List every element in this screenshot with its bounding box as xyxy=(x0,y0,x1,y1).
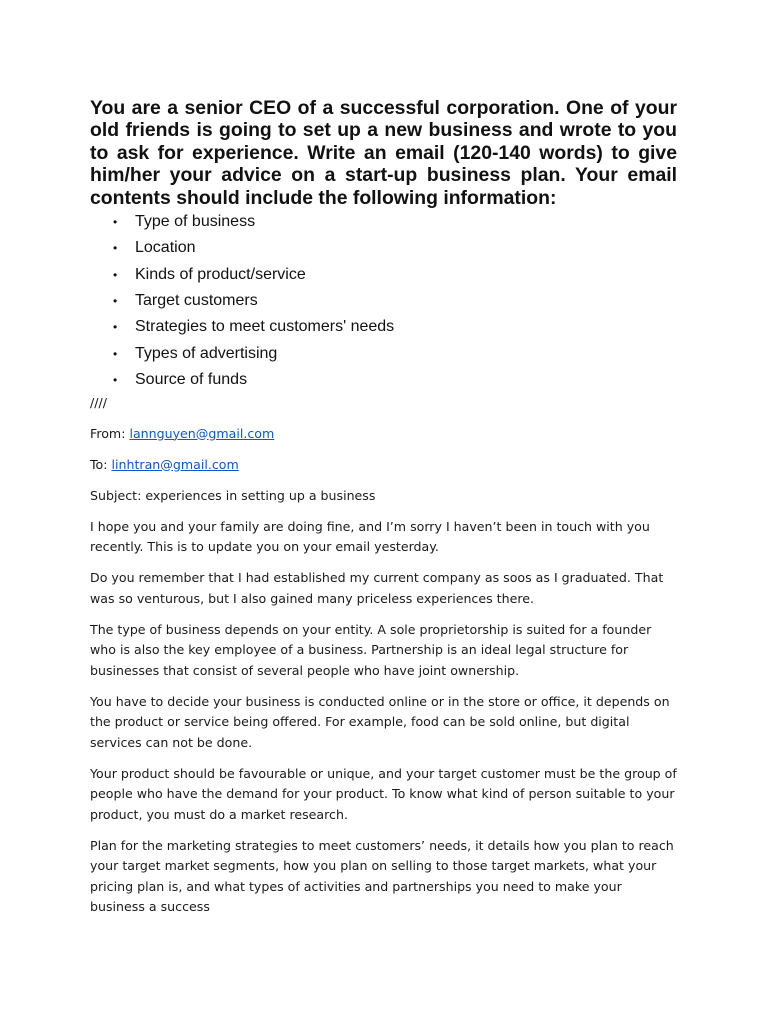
bullet-icon: • xyxy=(113,267,118,282)
to-label: To: xyxy=(90,456,112,472)
list-item xyxy=(90,288,677,314)
email-paragraph: The type of business depends on your entity. A sole proprietorship is suited for a founder who is also the key employee of a business. Partnership is an ideal legal structure for businesses that consist of several people who have joint ownership. xyxy=(90,621,652,678)
list-item xyxy=(90,235,677,261)
email-from-line xyxy=(90,424,677,445)
email-paragraph: Your product should be favourable or unique, and your target customer must be the group of people who have the demand for your product. To know what kind of person suitable to your product, you must do a market research. xyxy=(90,765,677,822)
bullet-icon: • xyxy=(113,293,118,308)
email-to-line xyxy=(90,455,677,476)
from-label: From: xyxy=(90,425,130,441)
task-heading: You are a senior CEO of a successful corporation. One of your old friends is going to set up a new business and wrote to you to ask for experience. Write an email (120-140 words) to give him/her your advice on a start-up business plan. Your email contents should include the following information: xyxy=(90,97,677,209)
bullet-icon: • xyxy=(113,241,118,256)
email-paragraph: You have to decide your business is conducted online or in the store or office, it depends on the product or service being offered. For example, food can be sold online, but digital services can not be done. xyxy=(90,693,670,750)
bullet-icon: • xyxy=(113,372,118,387)
list-item-text: Location xyxy=(135,239,196,257)
list-item-text: Type of business xyxy=(135,213,256,231)
list-item-text: Types of advertising xyxy=(135,344,278,362)
bullet-icon: • xyxy=(113,215,118,230)
email-subject: Subject: experiences in setting up a business xyxy=(90,487,376,503)
from-email-link[interactable]: lannguyen@gmail.com xyxy=(129,425,275,441)
separator: //// xyxy=(90,395,107,411)
email-paragraph: I hope you and your family are doing fine, and I’m sorry I haven’t been in touch with you recently. This is to update you on your email yesterday. xyxy=(90,518,650,555)
list-item xyxy=(90,367,677,393)
list-item xyxy=(90,209,677,235)
list-item-text: Strategies to meet customers' needs xyxy=(135,318,395,336)
document-page xyxy=(90,97,677,928)
bullet-icon: • xyxy=(113,320,118,335)
list-item-text: Kinds of product/service xyxy=(135,265,306,283)
list-item-text: Target customers xyxy=(135,291,258,309)
bullet-icon: • xyxy=(113,346,118,361)
list-item xyxy=(90,341,677,367)
to-email-link[interactable]: linhtran@gmail.com xyxy=(111,456,239,472)
list-item-text: Source of funds xyxy=(135,370,248,388)
list-item xyxy=(90,262,677,288)
list-item xyxy=(90,314,677,340)
email-paragraph: Do you remember that I had established my current company as soos as I graduated. That was so venturous, but I also gained many priceless experiences there. xyxy=(90,570,664,606)
task-bullet-list xyxy=(90,209,677,393)
email-body xyxy=(90,393,677,918)
email-paragraph: Plan for the marketing strategies to meet customers’ needs, it details how you plan to reach your target market segments, how you plan on selling to those target markets, what your pricing plan is, and what types of activities and partnerships you need to make your business a success xyxy=(90,837,674,915)
